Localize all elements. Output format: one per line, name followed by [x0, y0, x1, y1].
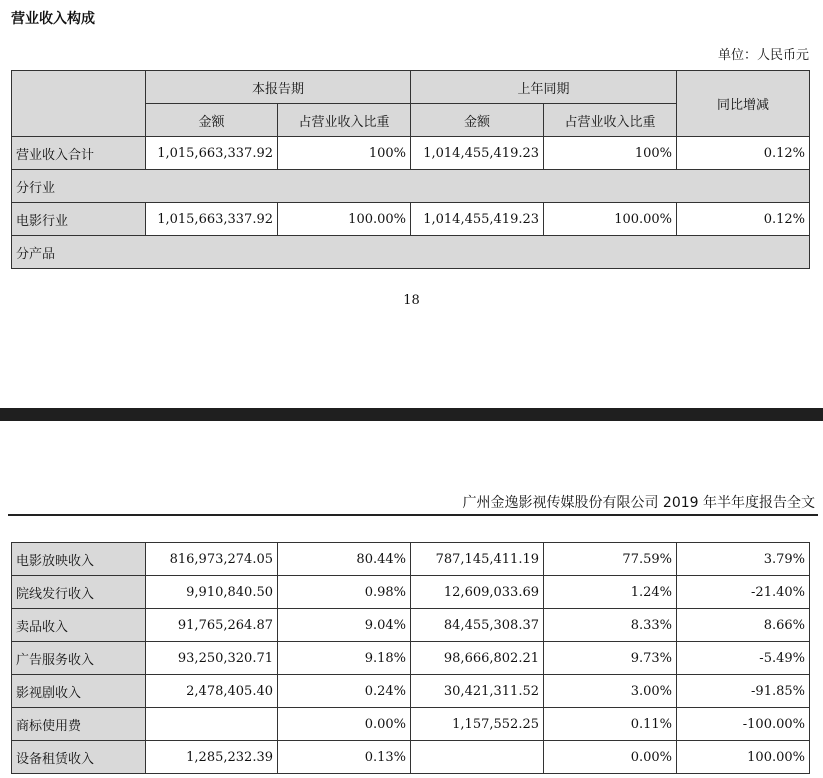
- ratio-prior-cell: 0.11%: [544, 708, 677, 741]
- yoy-cell: -5.49%: [677, 642, 810, 675]
- ratio-prior-header: 占营业收入比重: [544, 104, 677, 137]
- ratio-current-cell: 0.98%: [278, 576, 411, 609]
- film-industry-row: [12, 203, 810, 236]
- amount-current-cell: 1,285,232.39: [146, 741, 278, 774]
- yoy-cell: 3.79%: [677, 543, 810, 576]
- table-row: [12, 609, 810, 642]
- amount-prior-cell: 1,014,455,419.23: [411, 203, 544, 236]
- amount-current-cell: 93,250,320.71: [146, 642, 278, 675]
- ratio-current-cell: 80.44%: [278, 543, 411, 576]
- amount-current-cell: 816,973,274.05: [146, 543, 278, 576]
- ratio-prior-cell: 0.00%: [544, 741, 677, 774]
- yoy-change-header: 同比增减: [677, 71, 810, 137]
- ratio-prior-cell: 3.00%: [544, 675, 677, 708]
- row-label: 广告服务收入: [12, 642, 146, 675]
- ratio-current-cell: 100.00%: [278, 203, 411, 236]
- revenue-by-product-table: [11, 542, 810, 774]
- amount-prior-cell: 98,666,802.21: [411, 642, 544, 675]
- amount-current-header: 金额: [146, 104, 278, 137]
- yoy-cell: 8.66%: [677, 609, 810, 642]
- yoy-cell: -91.85%: [677, 675, 810, 708]
- amount-current-cell: [146, 708, 278, 741]
- yoy-cell: 0.12%: [677, 203, 810, 236]
- amount-current-cell: 91,765,264.87: [146, 609, 278, 642]
- amount-prior-cell: 12,609,033.69: [411, 576, 544, 609]
- page-break-divider: [0, 408, 823, 421]
- by-industry-row: [12, 170, 810, 203]
- table-row: [12, 543, 810, 576]
- header-corner-cell: [12, 71, 146, 137]
- amount-prior-header: 金额: [411, 104, 544, 137]
- total-revenue-row: [12, 137, 810, 170]
- prior-period-header: 上年同期: [411, 71, 677, 104]
- yoy-cell: -100.00%: [677, 708, 810, 741]
- ratio-prior-cell: 8.33%: [544, 609, 677, 642]
- row-label: 院线发行收入: [12, 576, 146, 609]
- current-period-header: 本报告期: [146, 71, 411, 104]
- by-industry-label: 分行业: [12, 170, 810, 203]
- section-title: 营业收入构成: [11, 11, 95, 27]
- ratio-prior-cell: 9.73%: [544, 642, 677, 675]
- by-product-row: [12, 236, 810, 269]
- ratio-current-cell: 9.04%: [278, 609, 411, 642]
- amount-current-cell: 1,015,663,337.92: [146, 137, 278, 170]
- amount-prior-cell: 30,421,311.52: [411, 675, 544, 708]
- running-header: 广州金逸影视传媒股份有限公司 2019 年半年度报告全文: [462, 495, 815, 511]
- table-row: [12, 642, 810, 675]
- amount-prior-cell: 787,145,411.19: [411, 543, 544, 576]
- table-row: [12, 741, 810, 774]
- ratio-current-cell: 100%: [278, 137, 411, 170]
- currency-unit-label: 单位：人民币元: [717, 48, 809, 63]
- page-number: 18: [403, 293, 420, 308]
- revenue-composition-table: [11, 70, 810, 269]
- ratio-prior-cell: 77.59%: [544, 543, 677, 576]
- by-product-label: 分产品: [12, 236, 810, 269]
- ratio-prior-cell: 100.00%: [544, 203, 677, 236]
- amount-current-cell: 9,910,840.50: [146, 576, 278, 609]
- ratio-current-cell: 0.00%: [278, 708, 411, 741]
- row-label: 卖品收入: [12, 609, 146, 642]
- row-label: 商标使用费: [12, 708, 146, 741]
- table-row: [12, 675, 810, 708]
- ratio-prior-cell: 1.24%: [544, 576, 677, 609]
- ratio-current-header: 占营业收入比重: [278, 104, 411, 137]
- table-row: [12, 708, 810, 741]
- row-label: 营业收入合计: [12, 137, 146, 170]
- table-row: [12, 576, 810, 609]
- yoy-cell: 0.12%: [677, 137, 810, 170]
- ratio-current-cell: 0.13%: [278, 741, 411, 774]
- header-rule: [8, 514, 818, 516]
- amount-current-cell: 2,478,405.40: [146, 675, 278, 708]
- ratio-current-cell: 9.18%: [278, 642, 411, 675]
- amount-prior-cell: 1,157,552.25: [411, 708, 544, 741]
- yoy-cell: 100.00%: [677, 741, 810, 774]
- amount-prior-cell: [411, 741, 544, 774]
- ratio-current-cell: 0.24%: [278, 675, 411, 708]
- ratio-prior-cell: 100%: [544, 137, 677, 170]
- amount-current-cell: 1,015,663,337.92: [146, 203, 278, 236]
- row-label: 电影行业: [12, 203, 146, 236]
- row-label: 设备租赁收入: [12, 741, 146, 774]
- amount-prior-cell: 84,455,308.37: [411, 609, 544, 642]
- row-label: 影视剧收入: [12, 675, 146, 708]
- yoy-cell: -21.40%: [677, 576, 810, 609]
- row-label: 电影放映收入: [12, 543, 146, 576]
- amount-prior-cell: 1,014,455,419.23: [411, 137, 544, 170]
